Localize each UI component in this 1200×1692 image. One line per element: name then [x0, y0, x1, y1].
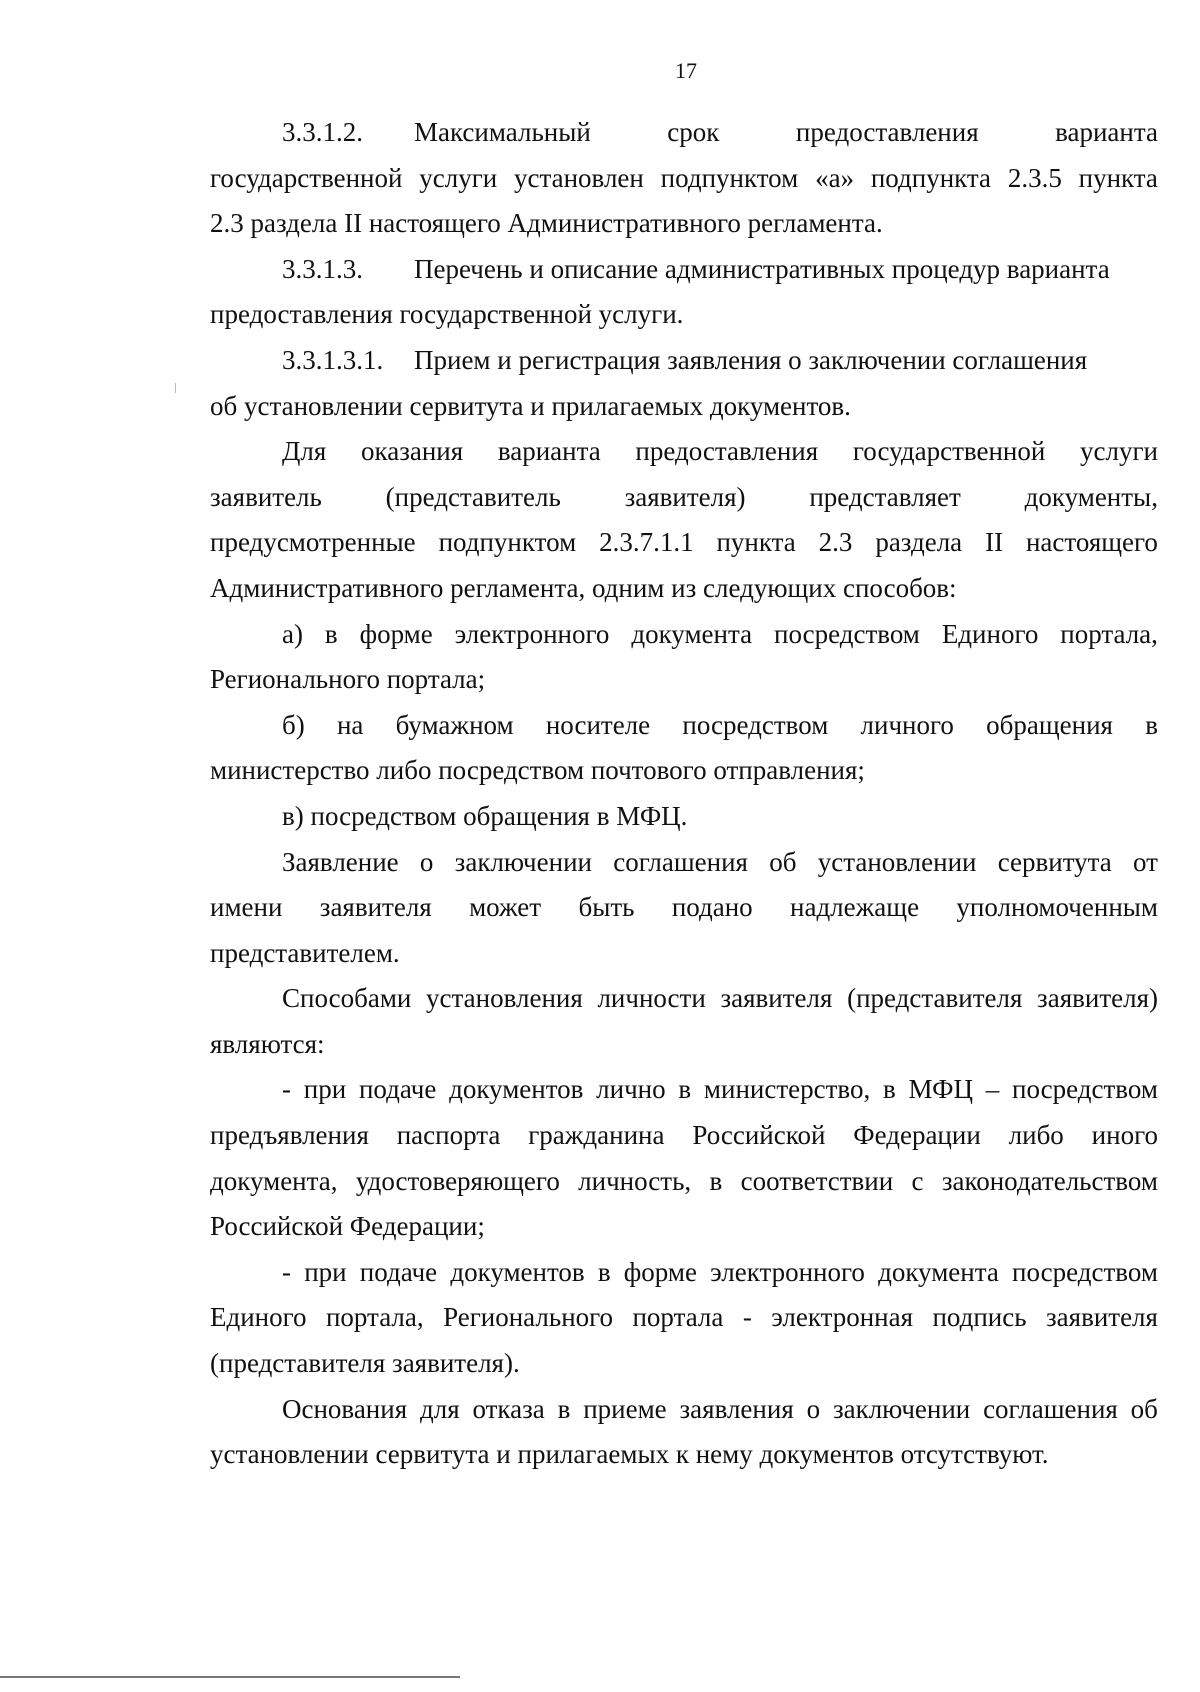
word: документа — [878, 1256, 999, 1287]
word: уполномоченным — [956, 892, 1158, 923]
word: установлен — [514, 162, 644, 193]
word: в — [882, 1074, 896, 1105]
word: удостоверяющего — [355, 1165, 560, 1196]
text-line — [210, 156, 1158, 202]
word: подпунктом — [438, 527, 577, 558]
word: в — [709, 1165, 723, 1196]
word: электронного — [454, 618, 610, 649]
word: от — [1133, 846, 1158, 877]
text-line — [210, 520, 1158, 566]
text-line — [210, 475, 1158, 521]
word: в — [597, 1256, 611, 1287]
word: предъявления — [210, 1120, 369, 1151]
word: иного — [1091, 1120, 1158, 1151]
word: посредством — [774, 618, 920, 649]
word: соглашения — [983, 1393, 1118, 1424]
text-line: предоставления государственной услуги. — [210, 299, 684, 330]
word: а) — [282, 618, 303, 649]
word: портала, — [1060, 618, 1158, 649]
paragraph — [210, 794, 1158, 840]
word: установлении — [817, 846, 977, 877]
word: 2.3.5 — [1007, 162, 1062, 193]
word: подаче — [359, 1256, 438, 1287]
clause-number: 3.3.1.3.1. — [282, 344, 384, 375]
word: предоставления — [795, 117, 979, 147]
text-line: 2.3 раздела II настоящего Административного регламента. — [210, 208, 883, 239]
page-number: 17 — [675, 58, 697, 83]
paragraph — [210, 338, 1158, 429]
word: (представителя — [847, 983, 1023, 1014]
word: Регионального — [443, 1302, 614, 1333]
word: обращения — [986, 709, 1113, 740]
word: в — [324, 618, 338, 649]
word: подпунктом — [660, 162, 799, 193]
word: - — [282, 1256, 291, 1287]
word: носителе — [545, 709, 651, 740]
word: варианта — [1055, 117, 1158, 147]
word: предусмотренные — [210, 527, 416, 558]
word: заявления — [679, 1393, 794, 1424]
word: форме — [623, 1256, 697, 1287]
text-line — [210, 840, 1158, 886]
word: заключении — [832, 1393, 971, 1424]
word: документы, — [1024, 481, 1158, 512]
word: Заявление — [282, 846, 399, 877]
word: бумажном — [395, 709, 514, 740]
word: министерство, — [703, 1074, 871, 1105]
text-line — [210, 1159, 1158, 1205]
numbered-line — [210, 338, 1158, 384]
text-line: Административного регламента, одним из следующих способов: — [210, 572, 957, 603]
word: Единого — [941, 618, 1039, 649]
paragraph — [210, 1067, 1158, 1249]
word: либо — [1008, 1120, 1064, 1151]
word: на — [336, 709, 364, 740]
word: заявителя — [1046, 1302, 1158, 1333]
word: для — [419, 1393, 460, 1424]
word: документа — [631, 618, 753, 649]
word: электронная — [771, 1302, 914, 1333]
word: МФЦ — [908, 1074, 973, 1105]
word: 2.3 — [818, 527, 853, 558]
word: посредством — [1012, 1256, 1158, 1287]
paragraph — [210, 976, 1158, 1067]
word: заявителя) — [624, 481, 746, 512]
word: 2.3.7.1.1 — [599, 527, 694, 558]
word: установления — [426, 983, 583, 1014]
text-line — [210, 976, 1158, 1022]
word: - — [282, 1074, 291, 1105]
word: соглашения — [613, 846, 748, 877]
word: (представитель — [385, 481, 561, 512]
word: отказа — [472, 1393, 545, 1424]
word: подано — [671, 892, 753, 923]
word: электронного — [710, 1256, 865, 1287]
word: сервитута — [997, 846, 1112, 877]
document-body — [210, 110, 1158, 1478]
paragraph — [210, 840, 1158, 977]
numbered-line — [210, 110, 1158, 156]
word: при — [304, 1256, 347, 1287]
numbered-line — [210, 247, 1158, 293]
paragraph — [210, 247, 1158, 338]
word: Российской — [692, 1120, 826, 1151]
text-line — [210, 1387, 1158, 1433]
word: о — [419, 846, 434, 877]
word: личность, — [578, 1165, 692, 1196]
word: Максимальный — [414, 117, 591, 147]
word: государственной — [852, 436, 1046, 467]
word: заявитель — [210, 481, 322, 512]
word: оказания — [361, 436, 464, 467]
word: о — [806, 1393, 821, 1424]
word: может — [469, 892, 542, 923]
word: документа, — [210, 1165, 338, 1196]
word: посредством — [682, 709, 829, 740]
word: заявителя) — [1037, 983, 1158, 1014]
word: приеме — [583, 1393, 667, 1424]
word: Для — [282, 436, 327, 467]
word: посредством — [1012, 1074, 1158, 1105]
word: заявителя — [319, 892, 432, 923]
text-line: Регионального портала; — [210, 664, 486, 695]
paragraph — [210, 703, 1158, 794]
paragraph — [210, 1250, 1158, 1387]
clause-text — [414, 110, 1158, 156]
word: надлежаще — [790, 892, 920, 923]
word: имени — [210, 892, 283, 923]
word: документов — [450, 1256, 585, 1287]
word: срок — [667, 117, 720, 147]
word: «а» — [815, 162, 855, 193]
word: раздела — [875, 527, 963, 558]
word: заключении — [454, 846, 592, 877]
word: Единого — [210, 1302, 307, 1333]
word: об — [769, 846, 797, 877]
word: услуги — [1080, 436, 1158, 467]
text-line: (представителя заявителя). — [210, 1348, 520, 1379]
word: паспорта — [396, 1120, 501, 1151]
word: в — [557, 1393, 571, 1424]
paragraph — [210, 429, 1158, 611]
word: подпись — [932, 1302, 1027, 1333]
word: заявителя — [720, 983, 833, 1014]
text-line — [210, 1113, 1158, 1159]
text-line — [210, 612, 1158, 658]
text-run: Прием и регистрация заявления о заключении соглашения — [414, 344, 1088, 375]
word: в — [1145, 709, 1158, 740]
word: - — [742, 1302, 752, 1333]
paragraph — [210, 110, 1158, 247]
word: быть — [578, 892, 635, 923]
word: гражданина — [528, 1120, 665, 1151]
word: услуги — [419, 162, 498, 193]
text-line: представителем. — [210, 937, 400, 968]
text-line — [210, 429, 1158, 475]
word: Способами — [282, 983, 412, 1014]
text-line — [210, 885, 1158, 931]
text-run: Перечень и описание административных процедур варианта — [414, 253, 1110, 284]
word: законодательством — [941, 1165, 1158, 1196]
text-line — [210, 703, 1158, 749]
clause-text — [414, 247, 1158, 293]
text-line: министерство либо посредством почтового отправления; — [210, 755, 865, 786]
word: настоящего — [1025, 527, 1158, 558]
word: портала, — [325, 1302, 424, 1333]
word: с — [911, 1165, 924, 1196]
word: пункта — [716, 527, 796, 558]
word: Федерации — [853, 1120, 981, 1151]
word: соответствии — [740, 1165, 894, 1196]
word: варианта — [497, 436, 601, 467]
word: Основания — [282, 1393, 408, 1424]
word: при — [303, 1074, 347, 1105]
margin-mark — [175, 383, 176, 393]
word: б) — [282, 709, 305, 740]
text-line: Российской Федерации; — [210, 1211, 485, 1242]
word: II — [985, 527, 1004, 558]
word: пункта — [1078, 162, 1158, 193]
word: подаче — [358, 1074, 437, 1105]
clause-number: 3.3.1.2. — [282, 117, 363, 147]
clause-number: 3.3.1.3. — [282, 253, 363, 284]
text-line — [210, 1067, 1158, 1113]
word: подпункта — [870, 162, 992, 193]
word: представляет — [809, 481, 961, 512]
word: личного — [860, 709, 954, 740]
footer-rule — [0, 1676, 460, 1678]
word: личности — [597, 983, 706, 1014]
text-line: установлении сервитута и прилагаемых к нему документов отсутствуют. — [210, 1439, 1049, 1470]
paragraph — [210, 1387, 1158, 1478]
word: портала — [632, 1302, 724, 1333]
paragraph — [210, 612, 1158, 703]
word: предоставления — [635, 436, 819, 467]
text-line: являются: — [210, 1028, 325, 1059]
word: лично — [596, 1074, 666, 1105]
word: об — [1130, 1393, 1158, 1424]
text-line — [210, 1295, 1158, 1341]
word: – — [985, 1074, 1000, 1105]
word: в — [678, 1074, 692, 1105]
clause-text — [414, 338, 1158, 384]
text-line: в) посредством обращения в МФЦ. — [282, 800, 688, 831]
text-line: об установлении сервитута и прилагаемых документов. — [210, 390, 851, 421]
word: форме — [359, 618, 433, 649]
word: документов — [449, 1074, 584, 1105]
word: государственной — [210, 162, 403, 193]
text-line — [210, 1250, 1158, 1296]
